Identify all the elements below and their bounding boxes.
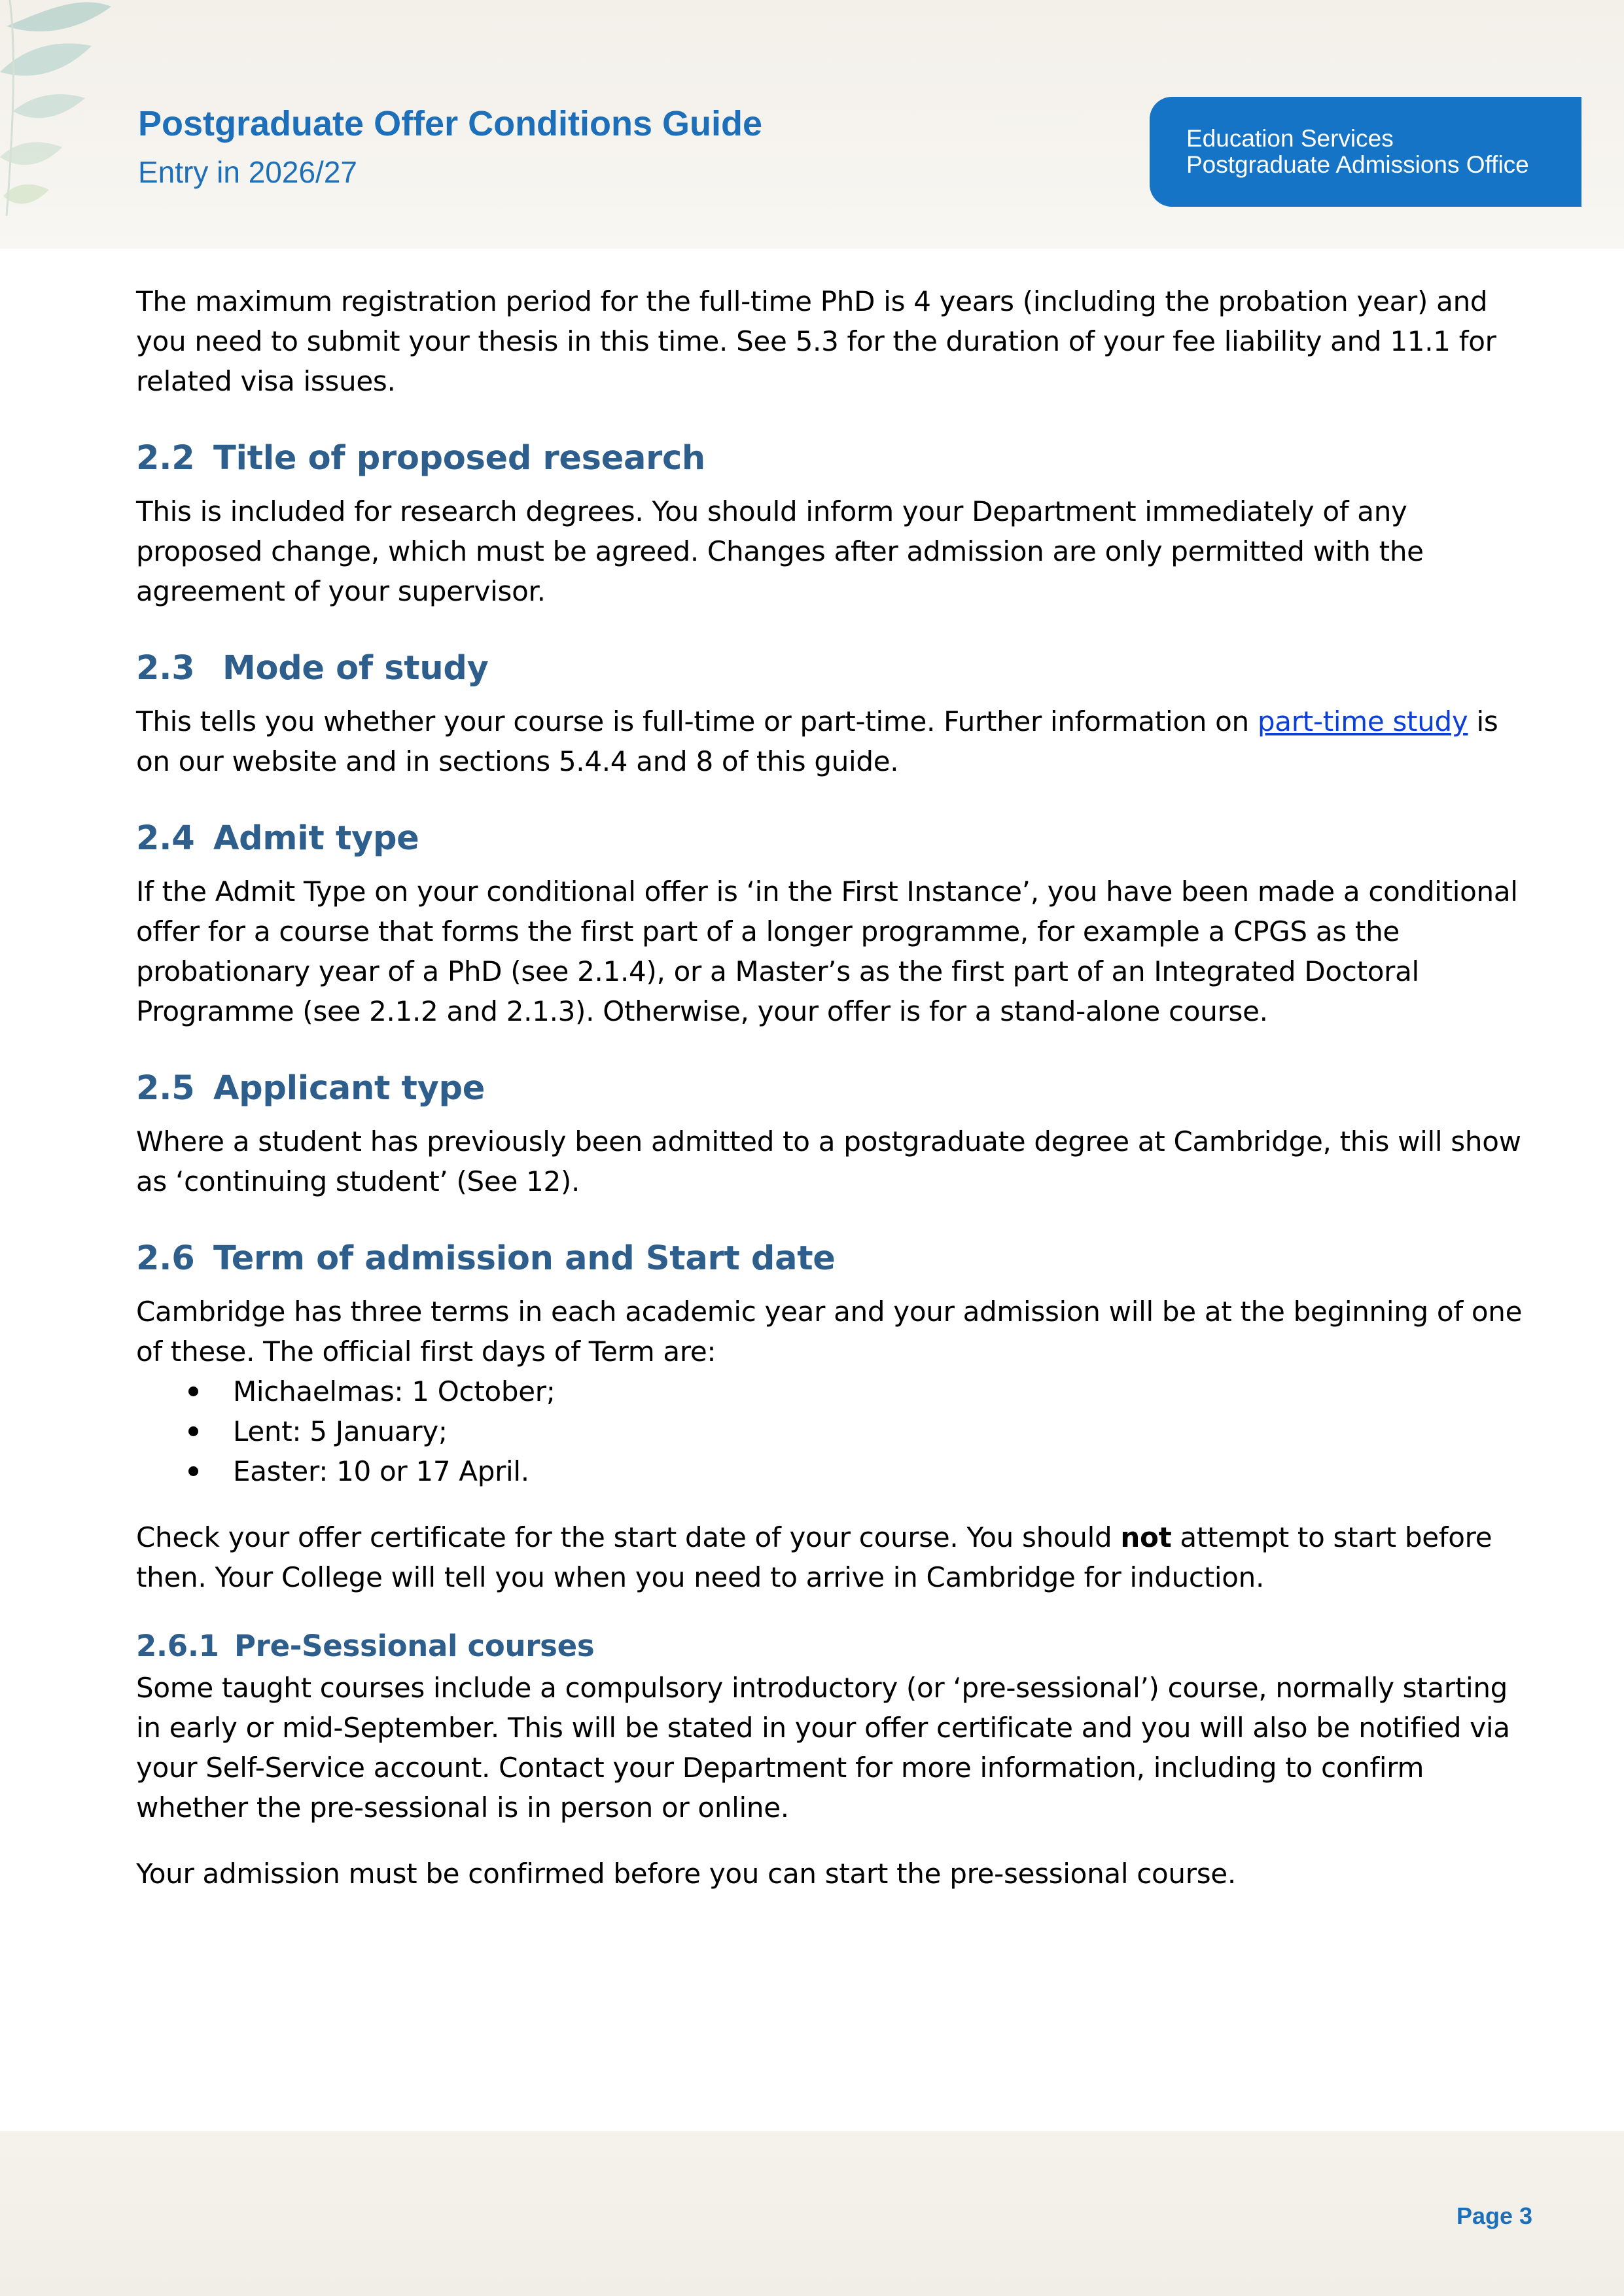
section-number: 2.4 — [136, 819, 195, 858]
body-text: Check your offer certificate for the start date of your course. You should — [136, 1521, 1121, 1553]
section-body-2-4: If the Admit Type on your conditional offer is ‘in the First Instance’, you have been made a conditional offer for a course that forms the first part of a longer programme, for example a CPGS as the probationary year of a PhD (see 2.1.4), or a Master’s as the first part of an Integrated Doctoral Programme (see 2.1.2 and 2.1.3). Otherwise, your offer is for a stand-alone course. — [136, 875, 1518, 1027]
section-heading-2-6 — [136, 1234, 1536, 1284]
section-number: 2.3 — [136, 649, 195, 688]
closing-paragraph: Your admission must be confirmed before you can start the pre-sessional course. — [136, 1858, 1236, 1890]
office-badge — [1150, 97, 1581, 207]
office-department: Education Services — [1186, 125, 1394, 152]
section-heading-2-3 — [136, 644, 1536, 694]
document-body — [136, 281, 1536, 1894]
section-title: Pre-Sessional courses — [234, 1629, 595, 1663]
section-heading-2-5 — [136, 1064, 1536, 1114]
list-item: Michaelmas: 1 October; — [136, 1371, 1536, 1411]
section-body-2-6: Cambridge has three terms in each academic year and your admission will be at the beginning of one of these. The official first days of Term are: — [136, 1296, 1523, 1368]
body-text: is on our website and in sections 5.4.4 and 8 of this guide. — [136, 705, 1498, 777]
section-number: 2.6.1 — [136, 1629, 219, 1663]
document-subtitle: Entry in 2026/27 — [138, 155, 358, 189]
list-item: Easter: 10 or 17 April. — [136, 1451, 1536, 1491]
subsection-heading-2-6-1 — [136, 1625, 1536, 1668]
section-number: 2.5 — [136, 1069, 195, 1108]
footer-background — [0, 2131, 1624, 2296]
office-name: Postgraduate Admissions Office — [1186, 151, 1529, 178]
section-number: 2.6 — [136, 1239, 195, 1278]
section-heading-2-4 — [136, 814, 1536, 864]
section-title: Term of admission and Start date — [213, 1239, 836, 1278]
section-title: Title of proposed research — [213, 439, 705, 478]
section-title: Applicant type — [213, 1069, 485, 1108]
body-text: attempt to start before then. Your College will tell you when you need to arrive in Cambridge for induction. — [136, 1521, 1492, 1593]
emphasis-text: not — [1120, 1521, 1172, 1553]
section-title: Admit type — [213, 819, 419, 858]
section-number: 2.2 — [136, 439, 195, 478]
section-body-2-3 — [136, 701, 1536, 781]
part-time-study-link[interactable]: part-time study — [1257, 705, 1468, 737]
section-body-2-2: This is included for research degrees. You should inform your Department immediately of any proposed change, which must be agreed. Changes after admission are only permitted with the agreement of your supervisor. — [136, 495, 1424, 607]
section-heading-2-2 — [136, 434, 1536, 484]
list-item: Lent: 5 January; — [136, 1411, 1536, 1451]
term-dates-list — [136, 1371, 1536, 1491]
section-body-2-6-1: Some taught courses include a compulsory introductory (or ‘pre-sessional’) course, normally starting in early or mid-September. This will be stated in your offer certificate and you will also be notified via your Self-Service account. Contact your Department for more information, including to confirm whether the pre-sessional is in person or online. — [136, 1672, 1510, 1824]
body-text: This tells you whether your course is full-time or part-time. Further information on — [136, 705, 1258, 737]
intro-paragraph: The maximum registration period for the full-time PhD is 4 years (including the probation year) and you need to submit your thesis in this time. See 5.3 for the duration of your fee liability and 11.1 for related visa issues. — [136, 285, 1496, 397]
section-title: Mode of study — [222, 649, 489, 688]
document-title: Postgraduate Offer Conditions Guide — [138, 104, 763, 143]
page-number: Page 3 — [1456, 2202, 1533, 2229]
start-date-paragraph — [136, 1517, 1536, 1597]
section-body-2-5: Where a student has previously been admitted to a postgraduate degree at Cambridge, this will show as ‘continuing student’ (See 12). — [136, 1125, 1521, 1197]
